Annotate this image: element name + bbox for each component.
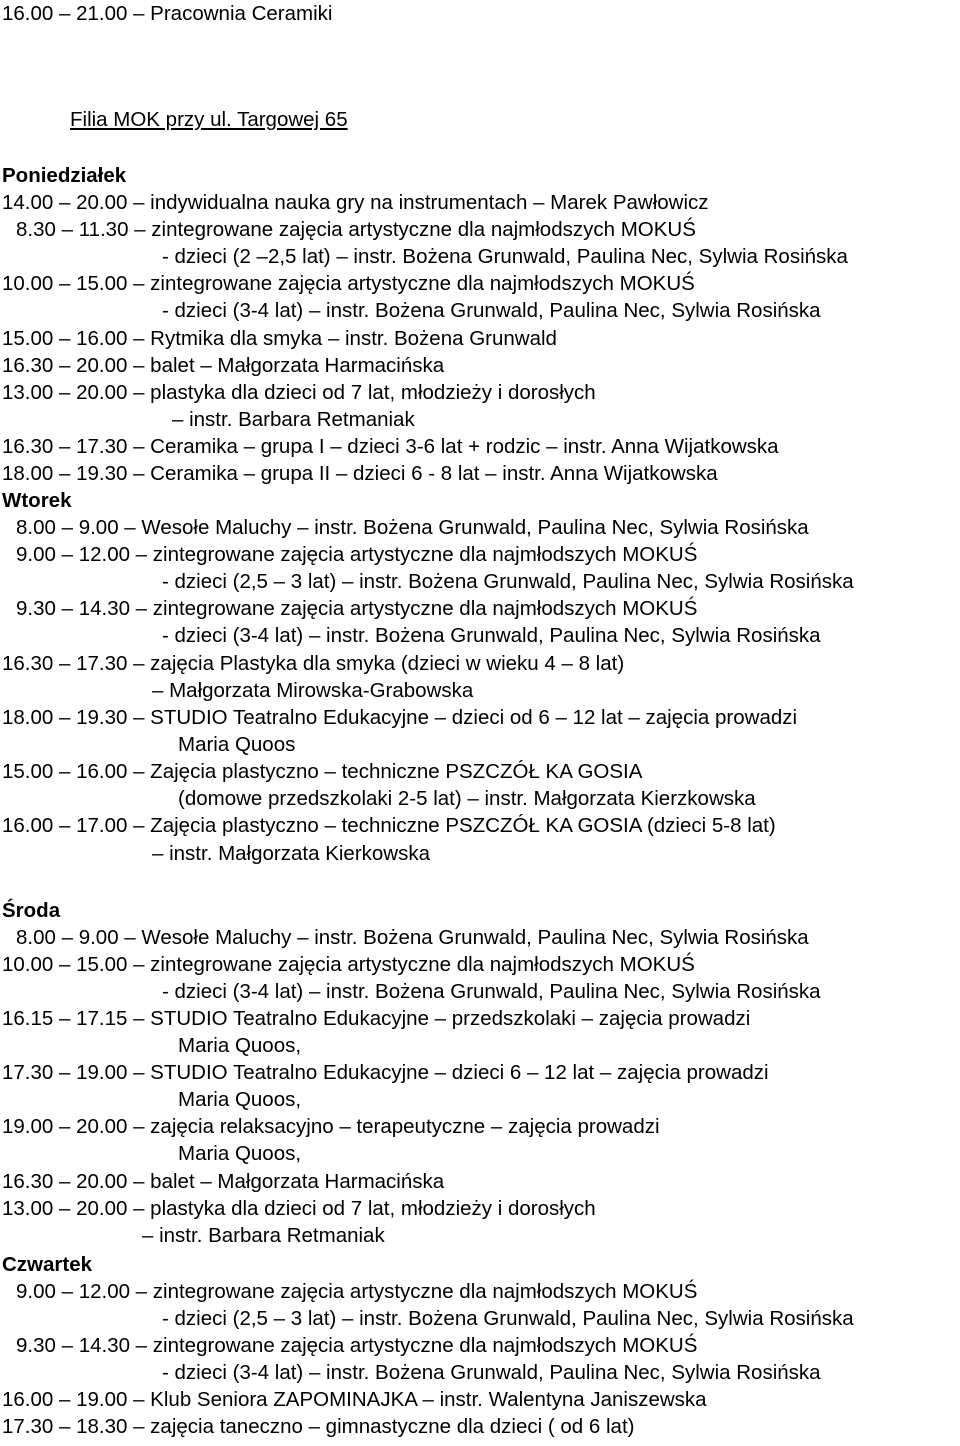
schedule-entry-continuation: - dzieci (2,5 – 3 lat) – instr. Bożena Grunwald, Paulina Nec, Sylwia Rosińska bbox=[162, 570, 854, 593]
schedule-entry-continuation: – instr. Barbara Retmaniak bbox=[172, 408, 415, 431]
schedule-entry: 18.00 – 19.30 – STUDIO Teatralno Edukacyjne – dzieci od 6 – 12 lat – zajęcia prowadzi bbox=[2, 706, 798, 729]
schedule-entry: 16.00 – 17.00 – Zajęcia plastyczno – techniczne PSZCZÓŁ KA GOSIA (dzieci 5-8 lat) bbox=[2, 814, 776, 837]
schedule-entry: 16.30 – 20.00 – balet – Małgorzata Harmacińska bbox=[2, 354, 445, 377]
schedule-entry: 16.15 – 17.15 – STUDIO Teatralno Edukacyjne – przedszkolaki – zajęcia prowadzi bbox=[2, 1007, 751, 1030]
schedule-entry: 10.00 – 15.00 – zintegrowane zajęcia artystyczne dla najmłodszych MOKUŚ bbox=[2, 953, 695, 976]
schedule-entry-continuation: Maria Quoos, bbox=[178, 1088, 302, 1111]
schedule-entry: 19.00 – 20.00 – zajęcia relaksacyjno – terapeutyczne – zajęcia prowadzi bbox=[2, 1115, 660, 1138]
schedule-entry: 14.00 – 20.00 – indywidualna nauka gry na instrumentach – Marek Pawłowicz bbox=[2, 191, 709, 214]
schedule-entry: 9.00 – 12.00 – zintegrowane zajęcia artystyczne dla najmłodszych MOKUŚ bbox=[16, 543, 698, 566]
schedule-entry-continuation: – instr. Barbara Retmaniak bbox=[142, 1224, 385, 1247]
schedule-entry-continuation: - dzieci (2 –2,5 lat) – instr. Bożena Grunwald, Paulina Nec, Sylwia Rosińska bbox=[162, 245, 848, 268]
day-heading-tuesday: Wtorek bbox=[2, 489, 72, 512]
schedule-entry: 10.00 – 15.00 – zintegrowane zajęcia artystyczne dla najmłodszych MOKUŚ bbox=[2, 272, 695, 295]
workshop-hours-line: 16.00 – 21.00 – Pracownia Ceramiki bbox=[2, 2, 333, 25]
schedule-entry-continuation: Maria Quoos, bbox=[178, 1142, 302, 1165]
day-heading-monday: Poniedziałek bbox=[2, 164, 127, 187]
schedule-entry-continuation: - dzieci (3-4 lat) – instr. Bożena Grunwald, Paulina Nec, Sylwia Rosińska bbox=[162, 1361, 821, 1384]
day-heading-thursday: Czwartek bbox=[2, 1253, 93, 1276]
schedule-entry: 8.30 – 11.30 – zintegrowane zajęcia artystyczne dla najmłodszych MOKUŚ bbox=[16, 218, 696, 241]
schedule-entry-continuation: Maria Quoos, bbox=[178, 1034, 302, 1057]
schedule-entry: 16.00 – 19.00 – Klub Seniora ZAPOMINAJKA – instr. Walentyna Janiszewska bbox=[2, 1388, 707, 1411]
schedule-entry-continuation: (domowe przedszkolaki 2-5 lat) – instr. Małgorzata Kierzkowska bbox=[178, 787, 756, 810]
schedule-entry: 8.00 – 9.00 – Wesołe Maluchy – instr. Bożena Grunwald, Paulina Nec, Sylwia Rosińska bbox=[16, 516, 809, 539]
schedule-entry-continuation: - dzieci (3-4 lat) – instr. Bożena Grunwald, Paulina Nec, Sylwia Rosińska bbox=[162, 624, 821, 647]
schedule-entry: 17.30 – 19.00 – STUDIO Teatralno Edukacyjne – dzieci 6 – 12 lat – zajęcia prowadzi bbox=[2, 1061, 769, 1084]
schedule-entry: 9.30 – 14.30 – zintegrowane zajęcia artystyczne dla najmłodszych MOKUŚ bbox=[16, 1334, 698, 1357]
schedule-entry-continuation: – Małgorzata Mirowska-Grabowska bbox=[152, 679, 474, 702]
schedule-entry: 13.00 – 20.00 – plastyka dla dzieci od 7 lat, młodzieży i dorosłych bbox=[2, 1197, 596, 1220]
schedule-entry-continuation: Maria Quoos bbox=[178, 733, 296, 756]
schedule-entry: 9.00 – 12.00 – zintegrowane zajęcia artystyczne dla najmłodszych MOKUŚ bbox=[16, 1280, 698, 1303]
schedule-entry-continuation: – instr. Małgorzata Kierkowska bbox=[152, 842, 431, 865]
schedule-entry: 16.30 – 17.30 – Ceramika – grupa I – dzieci 3-6 lat + rodzic – instr. Anna Wijatkowska bbox=[2, 435, 779, 458]
schedule-entry: 18.00 – 19.30 – Ceramika – grupa II – dzieci 6 - 8 lat – instr. Anna Wijatkowska bbox=[2, 462, 718, 485]
schedule-entry: 15.00 – 16.00 – Zajęcia plastyczno – techniczne PSZCZÓŁ KA GOSIA bbox=[2, 760, 643, 783]
branch-title: Filia MOK przy ul. Targowej 65 bbox=[70, 108, 348, 131]
schedule-entry: 17.30 – 18.30 – zajęcia taneczno – gimnastyczne dla dzieci ( od 6 lat) bbox=[2, 1415, 635, 1438]
day-heading-wednesday: Środa bbox=[2, 899, 61, 922]
schedule-entry-continuation: - dzieci (3-4 lat) – instr. Bożena Grunwald, Paulina Nec, Sylwia Rosińska bbox=[162, 980, 821, 1003]
schedule-entry: 16.30 – 17.30 – zajęcia Plastyka dla smyka (dzieci w wieku 4 – 8 lat) bbox=[2, 652, 625, 675]
schedule-entry: 15.00 – 16.00 – Rytmika dla smyka – instr. Bożena Grunwald bbox=[2, 327, 557, 350]
schedule-entry: 16.30 – 20.00 – balet – Małgorzata Harmacińska bbox=[2, 1170, 445, 1193]
schedule-entry-continuation: - dzieci (3-4 lat) – instr. Bożena Grunwald, Paulina Nec, Sylwia Rosińska bbox=[162, 299, 821, 322]
schedule-entry-continuation: - dzieci (2,5 – 3 lat) – instr. Bożena Grunwald, Paulina Nec, Sylwia Rosińska bbox=[162, 1307, 854, 1330]
schedule-entry: 13.00 – 20.00 – plastyka dla dzieci od 7 lat, młodzieży i dorosłych bbox=[2, 381, 596, 404]
schedule-entry: 9.30 – 14.30 – zintegrowane zajęcia artystyczne dla najmłodszych MOKUŚ bbox=[16, 597, 698, 620]
schedule-entry: 8.00 – 9.00 – Wesołe Maluchy – instr. Bożena Grunwald, Paulina Nec, Sylwia Rosińska bbox=[16, 926, 809, 949]
